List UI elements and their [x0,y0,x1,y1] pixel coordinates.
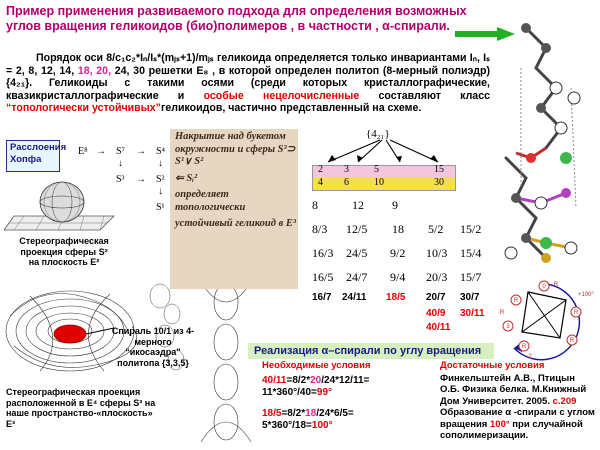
caption-stereo-s3: Стереографическая проекция расположенной в E⁴ сферы S³ на наше пространство-«плоскость» E³ [6,387,156,429]
panel-line-4: устойчивый геликоид в E³ [175,218,297,229]
ring-label-4: R [521,344,527,350]
nec-l3c: 18 [305,407,317,419]
nec-l3a: 18/5 [262,407,282,419]
cell-2-0: 16/3 [312,246,334,260]
cell-4-4: 30/7 [460,292,480,303]
cell-3-1: 24/7 [346,270,368,284]
nec-l1a: 40/11 [262,374,287,386]
cell-0-2: 9 [392,198,398,212]
ring-label-0: 0 [542,284,546,290]
cell-1-0: 8/3 [312,222,328,236]
cell-0-0: 8 [312,198,318,212]
nec-l1d: /24*12/11= [321,374,370,386]
hopf-diagram: E⁸ → S⁷ → S⁴ ↓ ↓ S³ → S² ↓ S¹ [78,146,166,213]
intro-class-name: “топологически устойчивых” [6,102,161,115]
hopf-s4: S⁴ [156,146,166,157]
cell-4-3: 20/7 [426,292,446,303]
hopf-label: Расслоения Хопфа [6,140,60,172]
ring-angle-note: +100° [578,292,594,298]
cell-3-4: 15/7 [460,270,482,284]
panel-line-3: определяет топологически [175,189,246,213]
ring-label-5: 2 [528,354,532,360]
cell-4-2: 18/5 [386,292,406,303]
intro-paragraph [6,52,490,115]
alpha-helix-model [486,8,598,278]
strip-top-3: 15 [434,164,444,175]
sufficient-conditions [440,360,596,442]
strip-top-2: 5 [374,164,379,175]
nec-l3d: /24*6/5= [316,407,354,419]
nec-l3b: =8/2* [281,407,306,419]
nec-l1c: 20 [310,374,322,386]
nec-l2a: 11*360°/40= [262,387,317,398]
cell-2-1: 24/5 [346,246,368,260]
cell-3-3: 20/3 [426,270,448,284]
strip-bottom-0: 4 [318,177,323,188]
extra-0: 40/9 [426,308,446,319]
strip-top-1: 3 [344,164,349,175]
necessary-head: Необходимые условия [262,360,371,371]
panel-line-1: Накрытие над букетом окружности и сферы S³⊃ S¹∨ S² [175,131,296,167]
cell-2-4: 15/4 [460,246,482,260]
extra-2: 40/11 [426,322,451,333]
sufficient-page: с.209 [552,395,577,407]
strip-bottom-2: 10 [374,177,384,188]
intro-end: геликоидов, частично представленный на схеме. [160,102,422,115]
strip-top-0: 2 [318,164,323,175]
realization-banner: Реализация α–спирали по углу вращения [248,343,494,359]
covering-panel-text [175,131,297,231]
nec-l4b: 100° [311,420,333,431]
caption-stereo-s2: Стереографическая проекция сферы S² на плоскость E² [19,236,109,267]
sufficient-t1: Образование α -спирали с углом вращения [440,407,595,430]
cell-1-2: 18 [392,222,404,236]
ring-label-8: R [499,310,505,316]
extra-1: 30/11 [460,308,485,319]
page-title: Пример применения развиваемого подхода для определения возможных углов вращения геликоидов (био)полимеров , в частности , α-спирали. [6,4,467,33]
cell-2-3: 10/3 [426,246,448,260]
ring-label-3: R [569,338,575,344]
cell-2-2: 9/2 [390,246,406,260]
petal-curves-illustration [196,282,256,442]
sphere-projection-illustration [4,172,124,234]
intro-main-text: Порядок оси 8/c₁c₂*Iₙ/Iₛ*(mⱼₛ+1)/mⱼₛ геликоида определяется только инвариантами Iₙ, Iₛ = 2, 8, 12, 14, [6,52,490,77]
hopf-e8: E⁸ [78,146,88,157]
cell-3-2: 9/4 [390,270,406,284]
nec-l2b: 99° [316,387,333,398]
cell-1-3: 5/2 [428,222,444,236]
sufficient-ref: Финкельштейн А.В., Птицын О.Б. Физика белка. М.Книжный Дом Университет. 2005. [440,372,587,407]
intro-after-pink: 24, 30 решетки E₈ , в которой определен политоп (8-мерный полиэдр) {4₂₁}. Геликоиды с такими осями (среди которых кристаллографические, квазикристаллографические и [6,64,490,102]
sufficient-angle: 100° [490,418,510,430]
caption-spiral: Спираль 10/1 из 4-мерного “икосаэдра” политопа {3,3,5} [111,326,195,368]
cell-1-1: 12/5 [346,222,368,236]
intro-after-special: составляют класс [378,89,490,102]
intro-special: особые нецелочисленные [203,89,360,102]
necessary-conditions [262,360,432,433]
ring-label-7: R [553,282,559,288]
ring-label-2: R [573,310,579,316]
hopf-s2: S² [156,174,165,185]
hopf-s3: S³ [116,174,125,185]
nec-l1b: =8/2* [286,374,311,386]
cell-4-1: 24/11 [342,292,367,303]
polytope-label: {4₂₁} [366,128,390,140]
intro-pink-numbers: 18, 20, [77,64,112,77]
strip-bottom-1: 6 [344,177,349,188]
cell-0-1: 12 [352,198,364,212]
cell-4-0: 16/7 [312,292,332,303]
ring-label-6: 3 [506,324,510,330]
nec-l4a: 5*360°/18= [262,420,312,431]
strip-bottom-3: 30 [434,177,444,188]
hopf-s1: S¹ [156,202,165,213]
hopf-s7: S⁷ [116,146,126,157]
cell-3-0: 16/5 [312,270,334,284]
helical-wheel-diagram [494,278,598,362]
sufficient-t2: при случайной сополимеризации. [440,418,583,441]
panel-line-2: ⇐ Sᵢ² [175,172,198,184]
cell-1-4: 15/2 [460,222,482,236]
sufficient-head: Достаточные условия [440,360,545,371]
ring-label-1: R [513,298,519,304]
